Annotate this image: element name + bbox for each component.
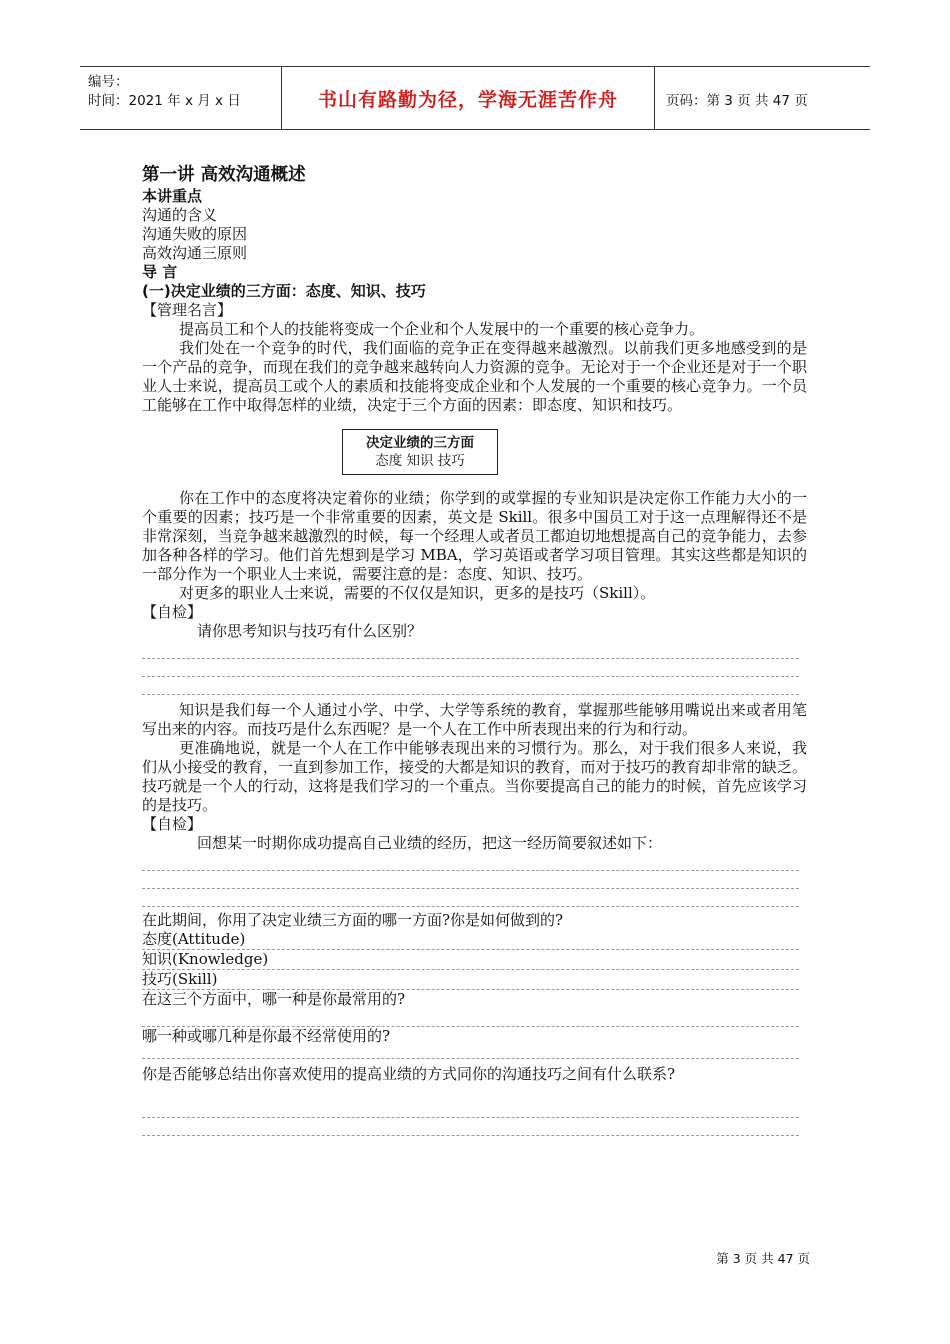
paragraph-2: 我们处在一个竞争的时代，我们面临的竞争正在变得越来越激烈。以前我们更多地感受到的是一个产品的竞争，而现在我们的竞争越来越转向人力资源的竞争。无论对于一个企业还是对于一个职业人士来说，提高员工或个人的素质和技能将变成企业和个人发展的一个重要的核心竞争力。一个员工能够在工作中取得怎样的业绩，决定于三个方面的因素：即态度、知识和技巧。: [142, 339, 807, 414]
question-least-used: 哪一种或哪几种是你最不经常使用的?: [142, 1027, 391, 1045]
paragraph-1: 提高员工和个人的技能将变成一个企业和个人发展中的一个重要的核心竞争力。: [179, 320, 705, 338]
paragraph-5: 知识是我们每一个人通过小学、中学、大学等系统的教育，掌握那些能够用嘴说出来或者用笔写出来的内容。而技巧是什么东西呢？是一个人在工作中所表现出来的行为和行动。: [142, 701, 807, 738]
self-check-tag-2: 【自检】: [142, 815, 203, 833]
answer-line[interactable]: [142, 871, 799, 889]
self-check-question-2: 回想某一时期你成功提高自己业绩的经历，把这一经历简要叙述如下：: [197, 834, 663, 852]
code-label: 编号：: [88, 74, 129, 90]
date-label: 时间：2021 年 x 月 x 日: [88, 93, 241, 109]
skill-answer-line[interactable]: [142, 970, 799, 990]
answer-line[interactable]: [142, 853, 799, 871]
answer-line[interactable]: [142, 1100, 799, 1118]
key-point-1: 沟通的含义: [142, 206, 218, 224]
question-aspect-used: 在此期间，你用了决定业绩三方面的哪一方面?你是如何做到的?: [142, 911, 564, 929]
answer-line[interactable]: [142, 889, 799, 907]
answer-line[interactable]: [142, 1118, 799, 1136]
answer-line[interactable]: [142, 659, 799, 677]
key-point-2: 沟通失败的原因: [142, 225, 248, 243]
key-point-3: 高效沟通三原则: [142, 244, 248, 262]
three-aspects-box: [342, 429, 498, 475]
lecture-title: 第一讲 高效沟通概述: [142, 165, 306, 185]
attitude-label: 态度(Attitude): [142, 930, 246, 948]
box-subtitle: 态度 知识 技巧: [375, 453, 465, 469]
answer-line[interactable]: [142, 1046, 799, 1059]
page-footer: 第 3 页 共 47 页: [716, 1251, 810, 1266]
skill-label: 技巧(Skill): [142, 970, 218, 988]
question-relation: 你是否能够总结出你喜欢使用的提高业绩的方式同你的沟通技巧之间有什么联系?: [142, 1065, 676, 1083]
paragraph-4: 对更多的职业人士来说，需要的不仅仅是知识，更多的是技巧（Skill）。: [179, 584, 656, 602]
document-body: [142, 163, 807, 1136]
question-most-used: 在这三个方面中，哪一种是你最常用的?: [142, 990, 406, 1008]
self-check-tag-1: 【自检】: [142, 603, 203, 621]
knowledge-answer-line[interactable]: [142, 950, 799, 970]
knowledge-label: 知识(Knowledge): [142, 950, 269, 968]
header-meta: [88, 73, 278, 111]
answer-line[interactable]: [142, 641, 799, 659]
box-title: 决定业绩的三方面: [366, 435, 474, 451]
self-check-question-1: 请你思考知识与技巧有什么区别？: [197, 622, 423, 640]
quote-tag: 【管理名言】: [142, 301, 233, 319]
header-page-info: 页码：第 3 页 共 47 页: [666, 93, 808, 109]
header-motto: 书山有路勤为径，学海无涯苦作舟: [281, 67, 655, 129]
answer-line[interactable]: [142, 677, 799, 695]
paragraph-6: 更准确地说，就是一个人在工作中能够表现出来的习惯行为。那么，对于我们很多人来说，我们从小接受的教育，一直到参加工作，接受的大都是知识的教育，而对于技巧的教育却非常的缺乏。技巧就是一个人的行动，这将是我们学习的一个重点。当你要提高自己的能力的时候，首先应该学习的是技巧。: [142, 739, 807, 814]
intro-heading: 导 言: [142, 263, 178, 281]
page-header: [80, 66, 870, 130]
section-heading: (一)决定业绩的三方面：态度、知识、技巧: [142, 282, 426, 300]
attitude-answer-line[interactable]: [142, 930, 799, 950]
key-points-heading: 本讲重点: [142, 187, 203, 205]
answer-line[interactable]: [142, 1009, 799, 1027]
paragraph-3: 你在工作中的态度将决定着你的业绩；你学到的或掌握的专业知识是决定你工作能力大小的一个重要的因素；技巧是一个非常重要的因素，英文是 Skill。很多中国员工对于这一点理解得还不是非常深刻，当竞争越来越激烈的时候，每一个经理人或者员工都迫切地想提高自己的竞争能力，去参加各种各样的学习。他们首先想到是学习 MBA，学习英语或者学习项目管理。其实这些都是知识的一部分作为一个职业人士来说，需要注意的是：态度、知识、技巧。: [142, 489, 807, 583]
